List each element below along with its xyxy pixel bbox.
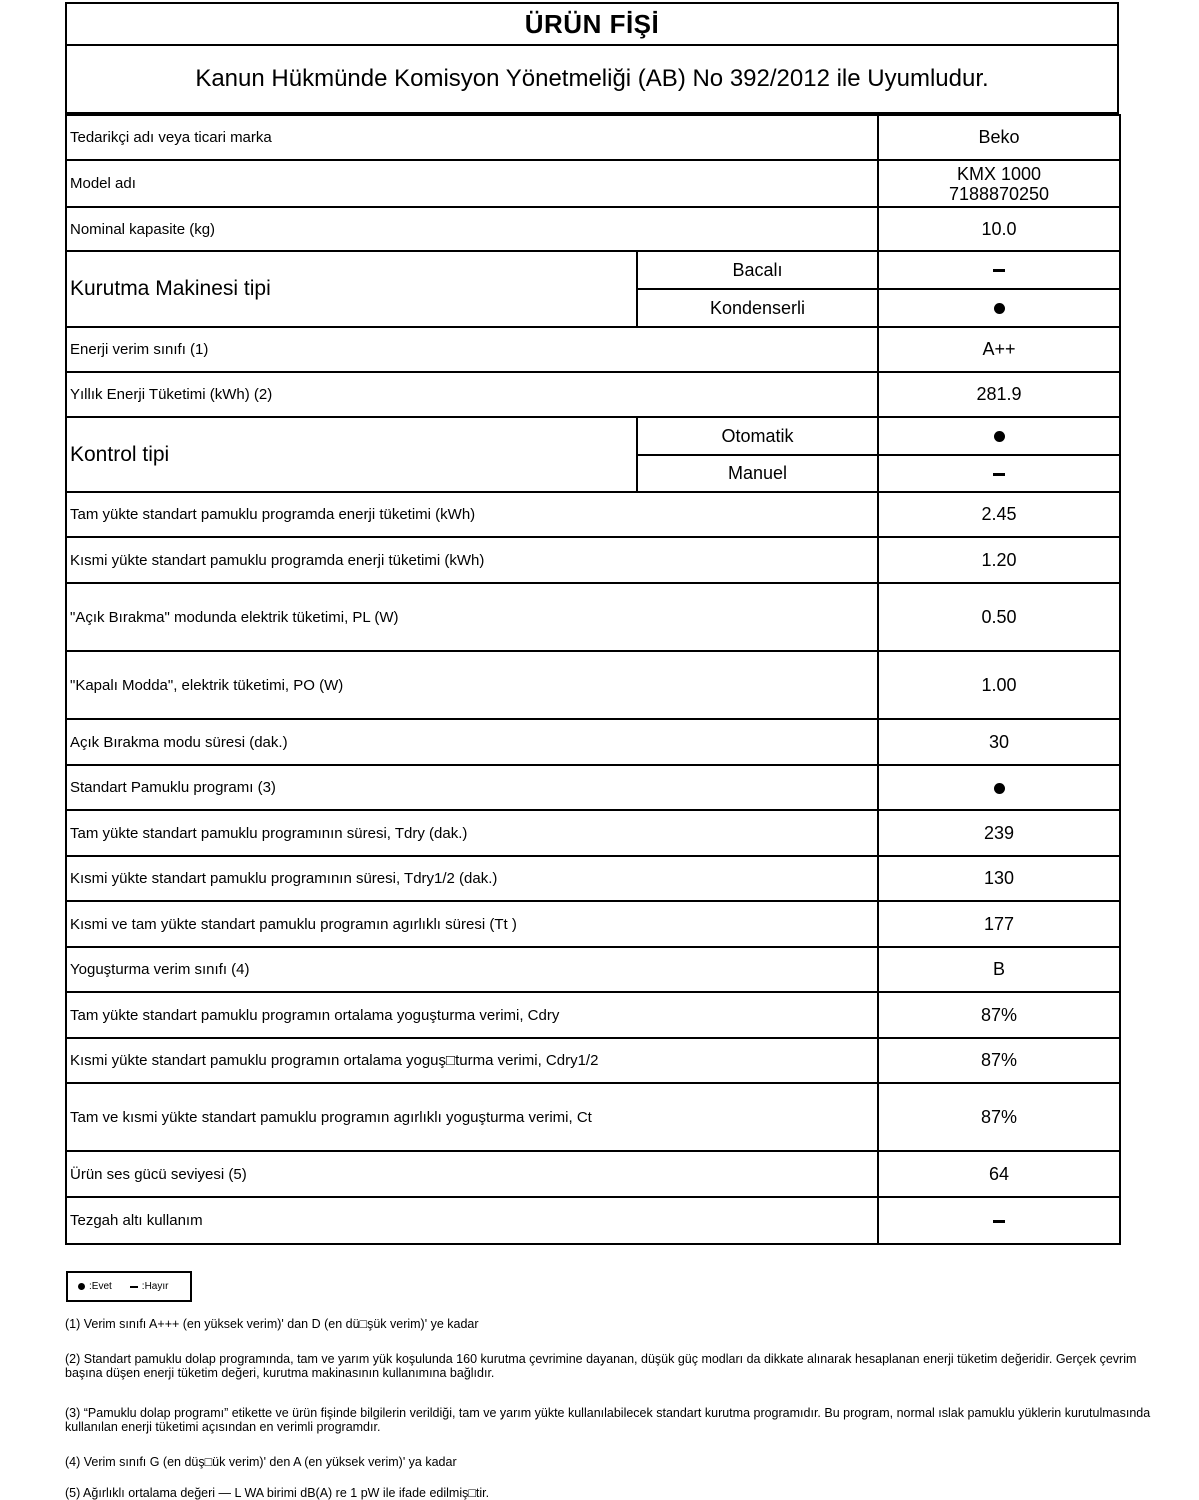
dryer-type-option: Kondenserli xyxy=(637,289,878,327)
row-label: Kısmi ve tam yükte standart pamuklu programın agırlıklı süresi (Tt ) xyxy=(66,901,878,947)
energy-class-value: A++ xyxy=(878,327,1120,372)
table-row xyxy=(66,719,1120,765)
table-row xyxy=(66,160,1120,207)
row-label: Kısmi yükte standart pamuklu programın ortalama yoguş□turma verimi, Cdry1/2 xyxy=(66,1038,878,1083)
control-manual-value xyxy=(878,455,1120,492)
weighted-condensation-value: 87% xyxy=(878,1083,1120,1151)
row-label: Nominal kapasite (kg) xyxy=(66,207,878,251)
condensation-class-value: B xyxy=(878,947,1120,992)
footnote-4: (4) Verim sınıfı G (en düş□ük verim)' den A (en yüksek verim)' ya kadar xyxy=(65,1455,457,1469)
footnote-2: (2) Standart pamuklu dolap programında, tam ve yarım yük koşulunda 160 kurutma çevrimine dayanan, düşük güç modları da dikkate alınarak hesaplanan enerji tüketim değeridir. Gerçek çevrim başına düşen enerji tüketim değeri, kurutma makinasının kullanımına bağlıdır. xyxy=(65,1352,1137,1380)
no-dash-icon xyxy=(993,269,1005,272)
legend xyxy=(66,1271,192,1302)
table-row xyxy=(66,537,1120,583)
left-on-duration-value: 30 xyxy=(878,719,1120,765)
supplier-value: Beko xyxy=(878,115,1120,160)
full-condensation-value: 87% xyxy=(878,992,1120,1038)
table-row xyxy=(66,492,1120,537)
table-row xyxy=(66,207,1120,251)
dryer-type-label: Kurutma Makinesi tipi xyxy=(66,251,637,327)
capacity-value: 10.0 xyxy=(878,207,1120,251)
row-label: Model adı xyxy=(66,160,878,207)
model-value xyxy=(878,160,1120,207)
model-code: 7188870250 xyxy=(948,183,1050,204)
row-label: Tedarikçi adı veya ticari marka xyxy=(66,115,878,160)
no-dash-icon xyxy=(993,473,1005,476)
standard-cotton-value xyxy=(878,765,1120,810)
row-label: Tam ve kısmi yükte standart pamuklu programın agırlıklı yoguşturma verimi, Ct xyxy=(66,1083,878,1151)
table-row xyxy=(66,372,1120,417)
row-label: Tezgah altı kullanım xyxy=(66,1197,878,1244)
footnote-1: (1) Verim sınıfı A+++ (en yüksek verim)' dan D (en dü□şük verim)' ye kadar xyxy=(65,1317,479,1331)
row-label: "Açık Bırakma" modunda elektrik tüketimi, PL (W) xyxy=(66,583,878,651)
table-row xyxy=(66,992,1120,1038)
table-row xyxy=(66,583,1120,651)
partial-condensation-value: 87% xyxy=(878,1038,1120,1083)
model-name: KMX 1000 xyxy=(956,163,1042,184)
table-row xyxy=(66,856,1120,901)
row-label: Yoguşturma verim sınıfı (4) xyxy=(66,947,878,992)
footnote-3: (3) “Pamuklu dolap programı” etikette ve ürün fişinde bilgilerin verildiği, tam ve yarım yükte kullanılabilecek standart kurutma programıdır. Bu program, normal ıslak pamuklu yüklerin kurutulmasında kullanılan enerji tüketimi açısından en verimli programdır. xyxy=(65,1406,1151,1434)
weighted-time-value: 177 xyxy=(878,901,1120,947)
row-label: Tam yükte standart pamuklu programda enerji tüketimi (kWh) xyxy=(66,492,878,537)
no-dash-icon xyxy=(993,1220,1005,1223)
control-type-option: Manuel xyxy=(637,455,878,492)
dryer-type-option: Bacalı xyxy=(637,251,878,289)
table-row xyxy=(66,1151,1120,1197)
sound-power-value: 64 xyxy=(878,1151,1120,1197)
spec-table xyxy=(65,114,1121,1245)
row-label: Ürün ses gücü seviyesi (5) xyxy=(66,1151,878,1197)
table-row xyxy=(66,901,1120,947)
document-title: ÜRÜN FİŞİ xyxy=(65,2,1119,46)
yes-dot-icon xyxy=(994,783,1005,794)
table-row xyxy=(66,251,1120,289)
annual-energy-value: 281.9 xyxy=(878,372,1120,417)
yes-dot-icon xyxy=(994,431,1005,442)
no-dash-icon xyxy=(130,1286,138,1288)
control-type-label: Kontrol tipi xyxy=(66,417,637,492)
dryer-type-vented-value xyxy=(878,251,1120,289)
legend-no-label: :Hayır xyxy=(141,1281,169,1292)
control-auto-value xyxy=(878,417,1120,455)
left-on-power-value: 0.50 xyxy=(878,583,1120,651)
table-row xyxy=(66,651,1120,719)
full-load-time-value: 239 xyxy=(878,810,1120,856)
footnote-5: (5) Ağırlıklı ortalama değeri — L WA birimi dB(A) re 1 pW ile ifade edilmiş□tir. xyxy=(65,1486,490,1500)
row-label: Standart Pamuklu programı (3) xyxy=(66,765,878,810)
table-row xyxy=(66,1038,1120,1083)
built-in-value xyxy=(878,1197,1120,1244)
row-label: Enerji verim sınıfı (1) xyxy=(66,327,878,372)
table-row xyxy=(66,1197,1120,1244)
table-row xyxy=(66,765,1120,810)
legend-yes-label: :Evet xyxy=(89,1281,112,1292)
regulation-subtitle: Kanun Hükmünde Komisyon Yönetmeliği (AB) No 392/2012 ile Uyumludur. xyxy=(65,46,1119,114)
table-row xyxy=(66,810,1120,856)
table-row xyxy=(66,417,1120,455)
off-mode-power-value: 1.00 xyxy=(878,651,1120,719)
row-label: "Kapalı Modda", elektrik tüketimi, PO (W) xyxy=(66,651,878,719)
row-label: Yıllık Enerji Tüketimi (kWh) (2) xyxy=(66,372,878,417)
table-row xyxy=(66,1083,1120,1151)
partial-load-time-value: 130 xyxy=(878,856,1120,901)
dryer-type-condenser-value xyxy=(878,289,1120,327)
control-type-option: Otomatik xyxy=(637,417,878,455)
table-row xyxy=(66,115,1120,160)
yes-dot-icon xyxy=(78,1283,85,1290)
full-load-energy-value: 2.45 xyxy=(878,492,1120,537)
partial-load-energy-value: 1.20 xyxy=(878,537,1120,583)
row-label: Tam yükte standart pamuklu programının süresi, Tdry (dak.) xyxy=(66,810,878,856)
row-label: Açık Bırakma modu süresi (dak.) xyxy=(66,719,878,765)
table-row xyxy=(66,947,1120,992)
row-label: Tam yükte standart pamuklu programın ortalama yoguşturma verimi, Cdry xyxy=(66,992,878,1038)
row-label: Kısmi yükte standart pamuklu programda enerji tüketimi (kWh) xyxy=(66,537,878,583)
yes-dot-icon xyxy=(994,303,1005,314)
row-label: Kısmi yükte standart pamuklu programının süresi, Tdry1/2 (dak.) xyxy=(66,856,878,901)
table-row xyxy=(66,327,1120,372)
